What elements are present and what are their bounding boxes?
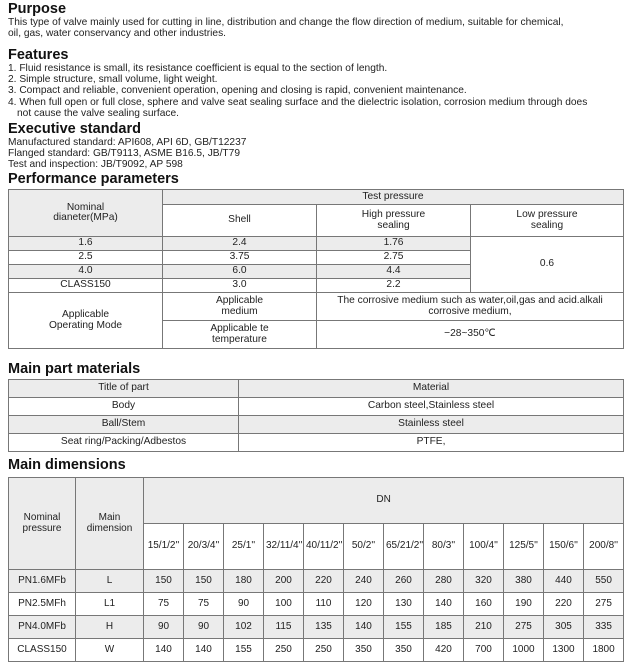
dimension-code: L1	[76, 593, 144, 616]
dimension-code: L	[76, 570, 144, 593]
dn-size: 32/11/4''	[264, 524, 304, 570]
dimension-value: 150	[184, 570, 224, 593]
dimension-row	[9, 639, 624, 662]
material-part: Body	[9, 398, 239, 416]
feature-item: 3. Compact and reliable, convenient operation, opening and closing is rapid, convenient maintenance.	[8, 85, 467, 97]
dimension-row	[9, 593, 624, 616]
dimension-pressure: PN1.6MFb	[9, 570, 76, 593]
feature-item: 4. When full open or full close, sphere and valve seat sealing surface and the dielectric isolation, corrosion medium through does	[8, 96, 588, 108]
perf-high: 2.75	[317, 251, 471, 265]
dn-size: 150/6''	[544, 524, 584, 570]
perf-high: 2.2	[317, 279, 471, 293]
nominal-pressure-header: Nominal pressure	[9, 478, 76, 570]
perf-shell: 3.75	[163, 251, 317, 265]
dimensions-heading: Main dimensions	[8, 457, 126, 473]
dimension-value: 440	[544, 570, 584, 593]
nominal-diameter-header: Nominal dianeter(MPa)	[9, 190, 163, 237]
features-heading: Features	[8, 47, 69, 63]
operating-mode-label: Applicable Operating Mode	[9, 293, 163, 349]
performance-heading: Performance parameters	[8, 171, 179, 187]
executive-line: Manufactured standard: API608, API 6D, GB/T12237	[8, 137, 247, 148]
dimensions-table	[8, 477, 624, 662]
dimension-value: 1800	[584, 639, 624, 662]
low-pressure-header: Low pressure sealing	[471, 205, 624, 237]
dimension-value: 90	[224, 593, 264, 616]
dimension-value: 260	[384, 570, 424, 593]
dimension-value: 90	[144, 616, 184, 639]
dimension-value: 190	[504, 593, 544, 616]
dn-size: 80/3''	[424, 524, 464, 570]
dn-size: 20/3/4''	[184, 524, 224, 570]
medium-value: The corrosive medium such as water,oil,gas and acid.alkali corrosive medium,	[317, 293, 624, 321]
dimension-row	[9, 616, 624, 639]
dn-size: 25/1''	[224, 524, 264, 570]
dn-size: 200/8''	[584, 524, 624, 570]
dimension-pressure: PN2.5MFh	[9, 593, 76, 616]
materials-header-part: Title of part	[9, 380, 239, 398]
dimension-row	[9, 570, 624, 593]
executive-line: Flanged standard: GB/T9113, ASME B16.5, JB/T79	[8, 148, 240, 160]
dimension-value: 130	[384, 593, 424, 616]
dimension-code: H	[76, 616, 144, 639]
dimension-value: 200	[264, 570, 304, 593]
dimension-value: 250	[304, 639, 344, 662]
purpose-line: This type of valve mainly used for cutting in line, distribution and change the flow direction of medium, suitable for chemical,	[8, 17, 564, 28]
dimension-value: 335	[584, 616, 624, 639]
dimension-value: 240	[344, 570, 384, 593]
dimension-pressure: CLASS150	[9, 639, 76, 662]
dimension-value: 250	[264, 639, 304, 662]
test-pressure-header: Test pressure	[163, 190, 624, 205]
dimension-value: 220	[544, 593, 584, 616]
perf-nominal: CLASS150	[9, 279, 163, 293]
temperature-value: −28~350℃	[317, 321, 624, 349]
dimension-value: 75	[184, 593, 224, 616]
material-part: Seat ring/Packing/Adbestos	[9, 434, 239, 452]
dimension-value: 210	[464, 616, 504, 639]
dimensions-body	[9, 570, 624, 662]
dimension-value: 320	[464, 570, 504, 593]
dimension-value: 140	[144, 639, 184, 662]
feature-item: not cause the valve sealing surface.	[17, 107, 179, 119]
dimension-value: 150	[144, 570, 184, 593]
feature-item: 2. Simple structure, small volume, light weight.	[8, 74, 218, 86]
dn-size: 100/4''	[464, 524, 504, 570]
medium-label: Applicable medium	[163, 293, 317, 321]
performance-table	[8, 189, 624, 349]
dimension-value: 1000	[504, 639, 544, 662]
dimension-value: 102	[224, 616, 264, 639]
main-dimension-header: Main dimension	[76, 478, 144, 570]
dimension-value: 140	[184, 639, 224, 662]
dimension-value: 185	[424, 616, 464, 639]
dimension-value: 100	[264, 593, 304, 616]
shell-header: Shell	[163, 205, 317, 237]
executive-line: Test and inspection: JB/T9092, AP 598	[8, 159, 183, 171]
dimension-value: 305	[544, 616, 584, 639]
dn-size: 125/5''	[504, 524, 544, 570]
dimension-value: 550	[584, 570, 624, 593]
dn-size: 50/2''	[344, 524, 384, 570]
material-value: Stainless steel	[239, 416, 624, 434]
dimension-value: 280	[424, 570, 464, 593]
materials-table	[8, 379, 624, 452]
dimension-value: 115	[264, 616, 304, 639]
dimension-value: 350	[384, 639, 424, 662]
materials-header-material: Material	[239, 380, 624, 398]
material-value: Carbon steel,Stainless steel	[239, 398, 624, 416]
dimension-value: 155	[384, 616, 424, 639]
purpose-heading: Purpose	[8, 1, 67, 17]
material-value: PTFE,	[239, 434, 624, 452]
dimensions-section	[8, 458, 623, 473]
dn-header: DN	[144, 478, 624, 524]
high-pressure-header: High pressure sealing	[317, 205, 471, 237]
executive-section	[8, 122, 623, 171]
dimension-value: 420	[424, 639, 464, 662]
dn-size: 65/21/2''	[384, 524, 424, 570]
purpose-section	[8, 2, 623, 39]
dimension-value: 160	[464, 593, 504, 616]
executive-heading: Executive standard	[8, 121, 141, 137]
perf-shell: 3.0	[163, 279, 317, 293]
dimension-value: 110	[304, 593, 344, 616]
material-part: Ball/Stem	[9, 416, 239, 434]
dimension-value: 220	[304, 570, 344, 593]
dimension-value: 155	[224, 639, 264, 662]
dimension-value: 140	[344, 616, 384, 639]
dimension-pressure: PN4.0MFb	[9, 616, 76, 639]
temperature-label: Applicable te temperature	[163, 321, 317, 349]
dimension-value: 75	[144, 593, 184, 616]
perf-high: 4.4	[317, 265, 471, 279]
dimension-code: W	[76, 639, 144, 662]
features-section	[8, 48, 623, 119]
dimension-value: 275	[504, 616, 544, 639]
dn-size: 15/1/2''	[144, 524, 184, 570]
perf-low-value: 0.6	[471, 237, 624, 293]
dimension-value: 120	[344, 593, 384, 616]
dimension-value: 90	[184, 616, 224, 639]
dimension-value: 380	[504, 570, 544, 593]
dimension-value: 140	[424, 593, 464, 616]
perf-high: 1.76	[317, 237, 471, 251]
feature-item: 1. Fluid resistance is small, its resistance coefficient is equal to the section of length.	[8, 63, 388, 74]
dimension-value: 180	[224, 570, 264, 593]
dimension-value: 700	[464, 639, 504, 662]
dn-size: 40/11/2''	[304, 524, 344, 570]
dimension-value: 350	[344, 639, 384, 662]
performance-section	[8, 172, 623, 187]
purpose-line: oil, gas, water conservancy and other industries.	[8, 28, 227, 40]
perf-nominal: 1.6	[9, 237, 163, 251]
perf-nominal: 2.5	[9, 251, 163, 265]
dimension-value: 1300	[544, 639, 584, 662]
perf-shell: 2.4	[163, 237, 317, 251]
dimension-value: 135	[304, 616, 344, 639]
dimension-value: 275	[584, 593, 624, 616]
perf-nominal: 4.0	[9, 265, 163, 279]
materials-section	[8, 362, 623, 377]
materials-heading: Main part materials	[8, 361, 141, 377]
perf-shell: 6.0	[163, 265, 317, 279]
